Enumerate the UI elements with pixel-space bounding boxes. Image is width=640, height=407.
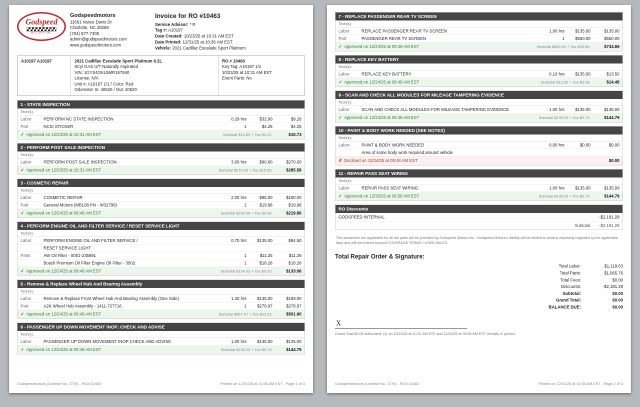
section-title: 10 - PAINT & BODY WORK NEEDED (SEE NOTES) [336,127,623,135]
ro-number: RO # 10463 [222,58,245,64]
section-subtotal: Subtotal $13.53 + Tax $2.20 [222,132,272,137]
line-item-kind: Labor [20,338,32,344]
line-item-rate: $135.00 [575,71,591,77]
line-item-rate: $135.00 [575,28,591,34]
line-item-total: $190.00 [286,194,302,200]
section-title: 5 - Remove & Replace Wheel Hub And Bearing Assembly [18,280,305,288]
line-item-desc: NCSI STICKER [43,123,74,129]
section-total: $0.00 [608,158,620,163]
line-item-rate: $32.00 [259,116,273,122]
section-status-row [18,130,305,139]
line-item-kind: Labor [20,159,32,165]
line-item-rate: $4.25 [261,123,273,129]
section-tech: Tech(s): [336,178,623,185]
service-section-10 [335,126,623,166]
line-item-desc: General Motors (MBL08 PN - W32790) [43,202,117,208]
business-info [70,12,127,48]
line-item-total: $270.00 [286,159,302,165]
line-item-qty: 3.00 hrs [231,159,247,165]
section-title: 3 - COSMETIC REPAIR [18,179,305,187]
line-item-row [18,123,305,131]
line-item-total: $550.00 [604,36,620,41]
ro-event-parts: Event Parts: No [222,75,252,81]
line-item-desc: PASSENGER UP DOWN MOVEMENT INOP;CHECK AND ADVISE [43,338,172,344]
line-item-qty: 1 [244,252,247,258]
footer-license: Godspeedmotors (License No. 7276) - RO# 10463 [335,381,420,386]
discount-name: GODSPEED INTERNAL [338,214,385,220]
section-status-row [18,166,305,175]
line-item-desc: COSMETIC REPAIR [43,194,83,200]
vehicle-tag: A10197 A10197 [18,56,72,95]
line-item-desc: Bosch Premium Oil Filter Engine Oil Filter - 3502 [43,260,136,266]
line-item-total: $278.97 [286,303,302,309]
approved-check-icon: ✓ [20,311,25,317]
line-item-desc: SCAN AND CHECK ALL MODULES FOR MILEAGE TAMPERING EVIDENCE [361,107,510,112]
line-item-rate: $0.00 [579,142,591,148]
line-item-desc: REPLACE KEY BATTERY [361,71,412,77]
section-total: $144.79 [604,193,620,199]
section-status-row [18,267,305,276]
section-tech: Tech(s): [336,135,623,142]
tag-line: Tag #: A10197 [155,27,183,33]
section-tech: Tech(s): [18,108,305,115]
section-title: 7 - REPLACE PASSENGER REAR TV SCREEN [336,13,623,21]
section-title: 1 - STATE INSPECTION [18,100,305,108]
footer-printed: Printed on 12/31/25 at 10:36 AM EST - Page 1 of 3 [220,381,305,386]
line-item-desc: REPAIR PASS SEAT WIRING [361,185,419,191]
section-status-row [18,345,305,354]
section-tech: Tech(s): [18,187,305,194]
vehicle-license: License: N/A [74,75,99,81]
line-item-row [18,252,305,260]
section-tech: Tech(s): [18,151,305,158]
footer-license: Godspeedmotors (License No. 7276) - RO# 10463 [17,381,102,386]
discounts-title: RO Discounts [336,205,623,213]
line-item-kind: Labor [338,107,350,112]
warranty-disclaimer: The warranties are applicable for all the parts will be provided by Godspeed Motors Inc.. Godspeed Motors's liability will be limited to what is expressly regarded by the applicable laws and will not extend beyond COVERAGE TERMS / USED SALES. [336,235,618,245]
vehicle-odometer: Odometer In: 40620 / Out: 40620 [74,87,137,93]
line-item-total: $11.25 [288,252,302,258]
line-item-total: $13.50 [606,71,620,77]
line-item-desc: PERFORM NC STATE INSPECTION [43,116,114,122]
line-item-qty: 1 [244,202,247,208]
line-item-desc: A2K Wheel Hub Assembly - 1411-727716 [43,303,122,309]
line-item-total: $18.28 [288,260,302,266]
total-row-balance-due: BALANCE DUE: $0.00 [548,304,623,310]
line-item-row [18,201,305,209]
business-phone: (704) 877-7300 [70,30,100,36]
approved-check-icon: ✓ [20,346,25,352]
logo-subtext: MOTORS INC [31,31,52,35]
section-subtotal: Subtotal $270.00 + Tax $15.58 [218,167,272,173]
line-item-desc: RESET SERVICE LIGHT [43,245,92,251]
section-title: 4 - PERFORM ENGINE OIL AND FILTER SERVICE / RESET SERVICE LIGHT [18,222,305,230]
section-tech: Tech(s): [18,288,305,295]
section-tech: Tech(s): [336,21,623,28]
vehicle-box [17,55,305,95]
line-item-rate: $19.98 [259,202,273,208]
approved-check-icon: ✓ [338,79,343,85]
discount-subtotal-value: -$2,181.29 [599,223,620,228]
approved-check-icon: ✓ [338,115,343,120]
status-text: Approved on 12/24/25 at 09:48 AM EST [26,268,102,274]
section-status-row [18,310,305,319]
status-text: Approved on 12/30/25 at 09:58 AM EST [344,193,420,199]
ro-keytag: Key Tag: A10197 1/1 [222,64,262,70]
line-item-qty: 1.00 hrs [549,185,565,191]
line-item-row [18,194,305,202]
line-item-rate: $95.00 [259,194,273,200]
line-item-row [18,244,305,252]
service-section-11 [335,169,623,201]
line-item-row [18,295,305,303]
signature-x-line: X [335,320,467,329]
status-text: Approved on 12/24/25 at 09:48 AM EST [26,210,102,216]
line-item-rate: $18.28 [259,260,273,266]
line-item-row [336,71,623,79]
line-item-row [18,158,305,166]
line-item-row [336,35,623,43]
line-item-qty: 1.00 hrs [549,28,565,34]
section-total: $734.65 [604,44,620,49]
authorization-note: Grand Total $0.00 authorized: (s) on 10/23/25 at 10:31 AM EST and 12/30/25 at 09:58 AM EST verbally in person. [335,331,516,336]
line-item-qty: 1.40 hrs [231,295,247,301]
line-item-kind: Labor [338,185,350,191]
section-total: $133.06 [286,268,302,274]
line-item-rate: $135.00 [257,295,273,301]
total-row-grand-total: Grand Total: $0.00 [556,297,623,303]
service-section-1 [17,100,305,140]
service-section-7 [335,12,623,52]
line-item-total: $94.50 [288,237,302,243]
section-title: 2 - PERFORM POST SALE INSPECTION [18,143,305,151]
discount-row [336,213,623,222]
approved-check-icon: ✓ [20,131,25,137]
godspeed-logo [17,12,66,41]
line-item-qty: 0.00 hrs [549,142,565,148]
line-item-rate: $90.00 [259,159,273,165]
line-item-note: Area of some body work required around vehicle [361,150,453,155]
line-item-desc: PASSENGER REAR TV SCREEN [361,36,427,41]
page-footer [17,379,305,387]
service-section-4 [17,221,305,276]
business-name: Godspeedmotors [70,12,116,19]
vehicle-engine: 8Cyl GAS U/T Naturally Aspirated [74,64,138,70]
section-tech: Tech(s): [18,230,305,237]
section-subtotal: Subtotal $135.00 + Tax $9.79 [538,194,590,199]
discount-value: -$2,181.29 [599,214,620,220]
line-item-kind: Labor [338,71,350,77]
line-item-row [336,149,623,157]
section-tech: Tech(s): [336,99,623,106]
line-item-row [336,106,623,114]
line-item-qty: 0.70 hrs [231,237,247,243]
total-row-subtotal: Subtotal: $0.00 [562,290,623,296]
line-item-kind: Part [20,202,29,208]
section-subtotal: Subtotal $135.00 + Tax $9.79 [538,115,590,120]
line-item-total: $0.00 [608,142,620,148]
line-item-desc: PAINT & BODY WORK NEEDED [361,142,425,148]
service-advisor-line: Service Advisor: * R [155,21,196,27]
discount-subtotal-row [336,222,623,230]
total-row: Total Parts: $1,065.76 [559,270,623,276]
section-subtotal: Subtotal $13.50 + Tax $0.98 [540,80,590,85]
signature-title: Total Repair Order & Signature: [335,253,425,261]
line-item-rate: $135.00 [575,185,591,191]
status-text: Declined on 12/24/25 at 09:48 AM EST [344,158,418,163]
section-title: 11 - REPAIR PASS SEAT WIRING [336,170,623,178]
ro-discounts-section [335,205,623,231]
line-item-row [336,185,623,193]
line-item-kind: Labor [338,142,350,148]
line-item-kind: Part [20,303,29,309]
status-text: Approved on 12/23/25 at 10:31 AM EST [26,131,102,137]
line-item-kind: Labor [338,28,350,34]
section-title: 6 - PASSENGER UP DOWN MOVEMENT INOP; CHECK AND ADVISE [18,323,305,331]
section-total: $15.73 [288,131,302,137]
line-item-total: $135.00 [604,28,620,34]
line-item-rate: $11.25 [259,252,273,258]
section-subtotal: Subtotal $467.97 + Tax $33.93 [218,311,272,317]
business-website: www.godspeedmotors.com [70,42,122,48]
section-status-row [336,192,623,201]
line-item-qty: 1 [244,303,247,309]
status-text: Approved on 12/24/25 at 09:48 AM EST [344,44,420,49]
invoice-page-1 [9,5,313,393]
status-text: Approved on 12/24/25 at 09:48 AM EST [344,79,420,85]
vehicle-title: 2021 Cadillac Escalade Sport Platinum 6.2L [74,58,163,64]
section-title: 8 - REPLACE KEY BATTERY [336,56,623,64]
vehicle-details [71,56,218,95]
service-section-9 [335,91,623,123]
section-total: $144.79 [286,346,302,352]
line-item-desc: PERFORM POST SALE INSPECTION [43,159,117,165]
service-section-2 [17,143,305,175]
line-item-total: $4.25 [290,123,302,129]
page-footer [335,379,623,387]
service-section-8 [335,55,623,87]
section-status-row [336,43,623,52]
line-item-qty: 2.00 hrs [231,194,247,200]
total-row: Total Labor: $1,119.63 [558,263,623,269]
approved-check-icon: ✓ [20,210,25,216]
line-item-kind: Labor [20,237,32,243]
line-item-kind: Labor [20,116,32,122]
line-item-total: $135.00 [604,185,620,191]
signature-block [335,253,623,336]
total-row: Total Fees: $0.00 [560,277,623,283]
date-printed-line: Date Printed: 12/31/25 at 10:36 AM EST [155,39,233,45]
line-item-total: $135.00 [604,107,620,112]
line-item-rate: $135.00 [575,107,591,112]
business-address-2: Charlotte, NC 28269 [70,25,109,31]
line-item-total: $189.00 [286,295,302,301]
line-item-qty: 1.00 hrs [231,338,247,344]
section-tech: Tech(s): [336,64,623,71]
status-text: Approved on 12/24/25 at 09:48 AM EST [26,346,102,352]
section-subtotal: Subtotal $124.03 + Tax $9.03 [220,268,272,274]
approved-check-icon: ✓ [338,193,343,199]
status-text: Approved on 12/24/25 at 09:48 AM EST [344,115,420,120]
line-item-kind: Part [338,36,347,41]
section-total: $144.79 [604,115,620,120]
declined-x-icon: ✗ [338,158,343,163]
line-item-qty: 0.29 hrs [231,116,247,122]
approved-check-icon: ✓ [20,268,25,274]
line-item-desc: Remove & Replace Front Wheel Hub And Bearing Assembly (One Side) [43,295,179,301]
discount-subtotal-label: Subtotal [574,223,591,228]
invoice-title: Invoice for RO #10463 [155,12,221,20]
date-created-line: Date Created: 10/23/25 at 10:31 AM EST [155,33,234,39]
total-row: Discounts: -$2,181.29 [561,284,623,290]
line-item-row [18,259,305,267]
line-item-qty: 1 [244,123,247,129]
approved-check-icon: ✓ [20,167,25,173]
status-text: Approved on 12/23/25 at 10:31 AM EST [26,167,102,173]
line-item-desc: AW Oil Filter - 5001-235691 [43,252,97,258]
line-item-qty: 1.00 hrs [549,107,565,112]
line-item-total: $19.98 [288,202,302,208]
line-item-rate: $135.00 [257,237,273,243]
vehicle-vin: VIN: 1GYS4GKL5MR167940 [74,69,130,75]
line-item-row [18,115,305,123]
section-total: $219.86 [286,210,302,216]
ro-date: 10/23/25 at 10:31 AM EST [222,69,272,75]
line-item-row [18,237,305,245]
section-status-row [336,157,623,166]
business-email: admin@godspeedmotors.com [70,36,127,42]
footer-printed: Printed on 12/31/25 at 10:36 AM EST - Page 2 of 3 [538,381,623,386]
section-subtotal: Subtotal $209.98 + Tax $9.88 [220,210,272,216]
approved-check-icon: ✓ [338,44,343,49]
line-item-kind: Part [20,123,29,129]
line-item-desc: PERFORM ENGINE OIL AND FILTER SERVICE / [43,237,138,243]
section-title: 9 - SCAN AND CHECK ALL MODULES FOR MILEAGE TAMPERING EVIDENCE [336,91,623,99]
invoice-page-2 [327,5,631,393]
line-item-row [18,302,305,310]
line-item-desc: REPLACE PASSENGER REAR TV SCREEN [361,28,448,34]
service-section-5 [17,279,305,319]
vehicle-unit-color: Unit #: A10197 1/1 / Color: Red [74,81,134,87]
section-subtotal: Subtotal $135.00 + Tax $9.79 [220,347,272,352]
invoice-header [17,12,305,51]
line-item-kind: Parts [20,252,31,258]
business-address-1: 11661 Vance Davis Dr [70,19,112,25]
section-status-row [18,209,305,218]
section-total: $501.90 [286,311,302,317]
order-totals [498,263,623,311]
service-section-6 [17,322,305,354]
line-item-total: $135.00 [286,338,302,344]
line-item-total: $9.28 [290,116,302,122]
section-total: $14.48 [606,79,620,85]
line-item-rate: $135.00 [257,338,273,344]
status-text: Approved on 12/24/25 at 09:48 AM EST [26,311,102,317]
section-subtotal: Subtotal $685.00 + Tax $49.65 [536,44,590,49]
line-item-row [18,338,305,346]
section-tech: Tech(s): [18,331,305,338]
line-item-row [336,142,623,150]
line-item-rate: $278.97 [257,303,273,309]
line-item-kind: Labor [20,194,32,200]
section-status-row [336,78,623,87]
ro-details [218,56,305,95]
section-total: $285.58 [286,167,302,173]
vehicle-line: Vehicle: 2021 Cadillac Escalade Sport Platinum [155,45,246,51]
service-section-3 [17,178,305,218]
line-item-qty: 1 [562,36,565,41]
invoice-meta [155,12,305,51]
line-item-row [336,28,623,36]
line-item-kind: Labor [20,295,32,301]
section-status-row [336,114,623,123]
logo-text: Godspeed [25,18,58,27]
line-item-qty: 0.10 hrs [549,71,565,77]
line-item-qty: 1 [244,260,247,266]
line-item-rate: $550.00 [575,36,591,41]
